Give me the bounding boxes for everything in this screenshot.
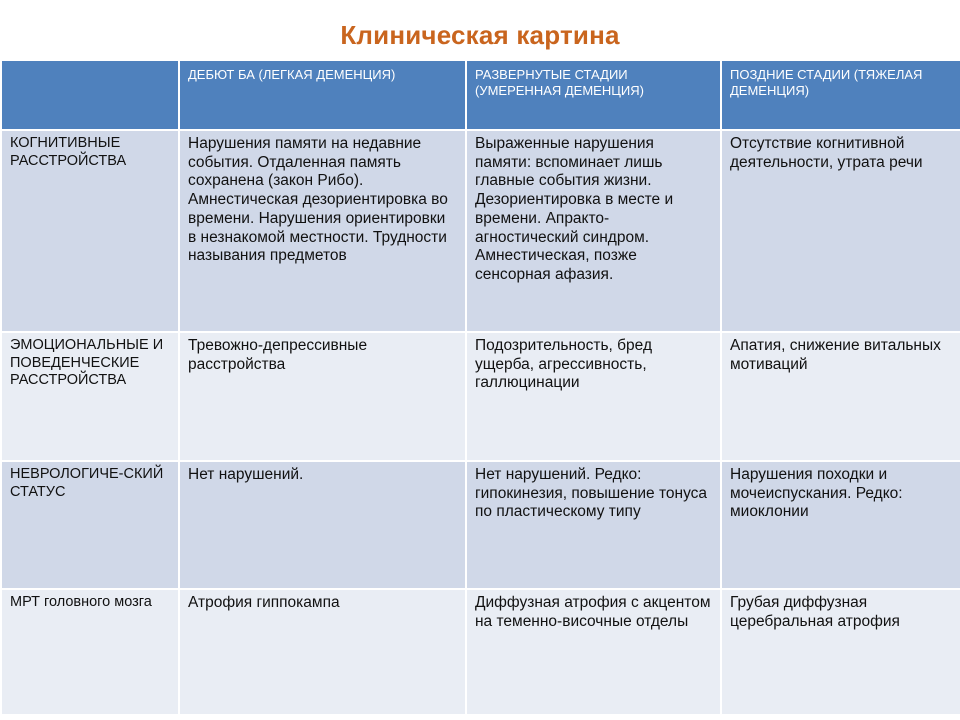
table-header-row	[1, 60, 960, 130]
header-cell-empty	[1, 60, 179, 130]
table-row	[1, 332, 960, 461]
header-cell-early-stage: ДЕБЮТ БА (ЛЕГКАЯ ДЕМЕНЦИЯ)	[179, 60, 466, 130]
table-cell: Нарушения походки и мочеиспускания. Редко: миоклонии	[721, 461, 960, 589]
table-row	[1, 589, 960, 715]
row-header-emotional: ЭМОЦИОНАЛЬНЫЕ И ПОВЕДЕНЧЕСКИЕ РАССТРОЙСТВА	[1, 332, 179, 461]
header-cell-late-stage: ПОЗДНИЕ СТАДИИ (ТЯЖЕЛАЯ ДЕМЕНЦИЯ)	[721, 60, 960, 130]
table-cell: Выраженные нарушения памяти: вспоминает лишь главные события жизни. Дезориентировка в месте и времени. Апракто-агностический синдром. Амнестическая, позже сенсорная афазия.	[466, 130, 721, 332]
table-row	[1, 130, 960, 332]
table-cell: Нет нарушений. Редко: гипокинезия, повышение тонуса по пластическому типу	[466, 461, 721, 589]
page-title: Клиническая картина	[340, 20, 620, 50]
row-header-cognitive: КОГНИТИВНЫЕ РАССТРОЙСТВА	[1, 130, 179, 332]
table-cell: Грубая диффузная церебральная атрофия	[721, 589, 960, 715]
table-cell: Апатия, снижение витальных мотиваций	[721, 332, 960, 461]
table-cell: Атрофия гиппокампа	[179, 589, 466, 715]
table-cell: Нет нарушений.	[179, 461, 466, 589]
header-cell-moderate-stage: РАЗВЕРНУТЫЕ СТАДИИ (УМЕРЕННАЯ ДЕМЕНЦИЯ)	[466, 60, 721, 130]
table-cell: Отсутствие когнитивной деятельности, утрата речи	[721, 130, 960, 332]
table-row	[1, 461, 960, 589]
table-cell: Диффузная атрофия с акцентом на теменно-височные отделы	[466, 589, 721, 715]
table-cell: Нарушения памяти на недавние события. Отдаленная память сохранена (закон Рибо). Амнестическая дезориентировка во времени. Нарушения ориентировки в незнакомой местности. Трудности называния предметов	[179, 130, 466, 332]
row-header-mri: МРТ головного мозга	[1, 589, 179, 715]
table-cell: Подозрительность, бред ущерба, агрессивность, галлюцинации	[466, 332, 721, 461]
table-cell: Тревожно-депрессивные расстройства	[179, 332, 466, 461]
clinical-picture-table	[0, 59, 960, 716]
row-header-neurological: НЕВРОЛОГИЧЕ-СКИЙ СТАТУС	[1, 461, 179, 589]
